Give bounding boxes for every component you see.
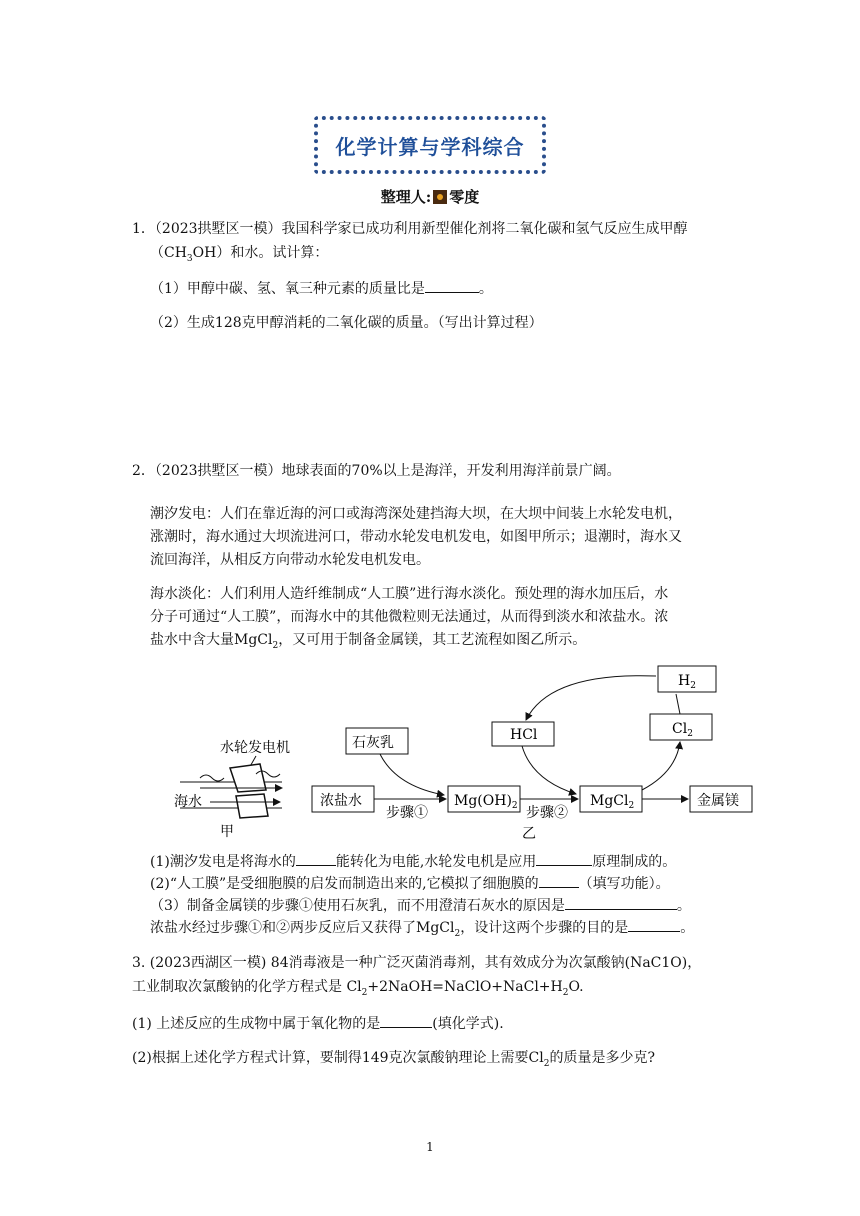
q3-line1: 3. (2023西湖区一模) 84消毒液是一种广泛灭菌消毒剂，其有效成分为次氯酸钠(NaC1O)， <box>132 955 702 971</box>
q1-line1: 1．（2023拱墅区一模）我国科学家已成功利用新型催化剂将二氧化碳和氢气反应生成甲醇 <box>132 221 688 237</box>
q3-sub2: (2)根据上述化学方程式计算，要制得149克次氯酸钠理论上需要$Cl_2$的质量是多少克? <box>132 1050 655 1069</box>
organizer-label: 整理人: <box>380 188 432 206</box>
title-box <box>314 116 546 174</box>
organizer-line <box>0 186 860 207</box>
q2-para1-l2: 涨潮时，海水通过大坝流进河口，带动水轮发电机发电，如图甲所示；退潮时，海水又 <box>150 529 682 545</box>
sunset-icon <box>433 190 447 204</box>
q2-line1: 2．（2023拱墅区一模）地球表面的70%以上是海洋，开发利用海洋前景广阔。 <box>132 463 621 479</box>
q2-sub3-cont: 浓盐水经过步骤①和②两步反应后又获得了MgCl$_2$，设计这两个步骤的目的是 。 <box>150 917 694 944</box>
fig-a-label: 甲 <box>220 824 234 840</box>
svg-text:Mg(OH)2: $Mg(OH)_2$ <box>454 793 518 811</box>
process-diagram <box>160 660 760 850</box>
generator-label: 水轮发电机 <box>220 740 290 756</box>
arrow-lime-to-mgoh2 <box>380 754 444 795</box>
svg-text:浓盐水: 浓盐水 <box>320 793 362 809</box>
svg-text:Cl2: $Cl_2$ <box>672 721 693 739</box>
svg-text:石灰乳: 石灰乳 <box>352 735 394 751</box>
q2-para1-l1: 潮汐发电：人们在靠近海的河口或海湾深处建挡海大坝，在大坝中间装上水轮发电机， <box>150 506 682 522</box>
organizer-name: 零度 <box>449 188 480 206</box>
q2-para2-l2: 分子可通过“人工膜”，而海水中的其他微粒则无法通过，从而得到淡水和浓盐水。浓 <box>150 609 669 625</box>
arrow-hcl-to-mgcl2 <box>522 746 576 794</box>
q2-sub2: (2)“人工膜”是受细胞膜的启发而制造出来的,它模拟了细胞膜的 （填写功能）。 <box>150 873 670 894</box>
step1-label: 步骤① <box>386 805 428 821</box>
q1-sub2: （2）生成128克甲醇消耗的二氧化碳的质量。（写出计算过程） <box>150 315 543 331</box>
q2-sub3: （3）制备金属镁的步骤①使用石灰乳，而不用澄清石灰水的原因是 。 <box>150 895 691 916</box>
dam-lower-block <box>236 794 268 818</box>
svg-text:HCl: HCl <box>510 727 538 743</box>
page-number: 1 <box>426 1140 434 1154</box>
arrow-mgcl2-to-cl2 <box>642 742 680 790</box>
q2-sub1: (1)潮汐发电是将海水的 能转化为电能,水轮发电机是应用 原理制成的。 <box>150 851 676 872</box>
svg-text:H2: $H_2$ <box>678 673 696 691</box>
q1-sub1: （1）甲醇中碳、氢、氧三种元素的质量比是 。 <box>150 278 493 299</box>
step2-label: 步骤② <box>526 805 568 821</box>
q3-line2: 工业制取次氯酸钠的化学方程式是 $Cl_2+2NaOH=NaClO+NaCl+H_2O$. <box>132 979 584 998</box>
fig-b-label: 乙 <box>522 826 536 842</box>
svg-text:金属镁: 金属镁 <box>697 793 739 809</box>
q2-para2-l3: 盐水中含大量MgCl$_2$，又可用于制备金属镁，其工艺流程如图乙所示。 <box>150 632 587 651</box>
q2-para1-l3: 流回海洋，从相反方向带动水轮发电机发电。 <box>150 552 430 568</box>
page-title: 化学计算与学科综合 <box>335 134 525 159</box>
q3-sub1: (1) 上述反应的生成物中属于氧化物的是 (填化学式). <box>132 1013 504 1034</box>
q2-para2-l1: 海水淡化：人们利用人造纤维制成“人工膜”进行海水淡化。预处理的海水加压后，水 <box>150 586 669 602</box>
seawater-label: 海水 <box>174 794 202 810</box>
arrow-h2-to-hcl <box>526 676 656 720</box>
line-cl2-to-h2 <box>676 694 680 714</box>
q1-line2: $(CH_3OH)$和水。试计算： <box>150 245 329 264</box>
svg-text:MgCl2: MgCl$_2$ <box>590 793 635 811</box>
